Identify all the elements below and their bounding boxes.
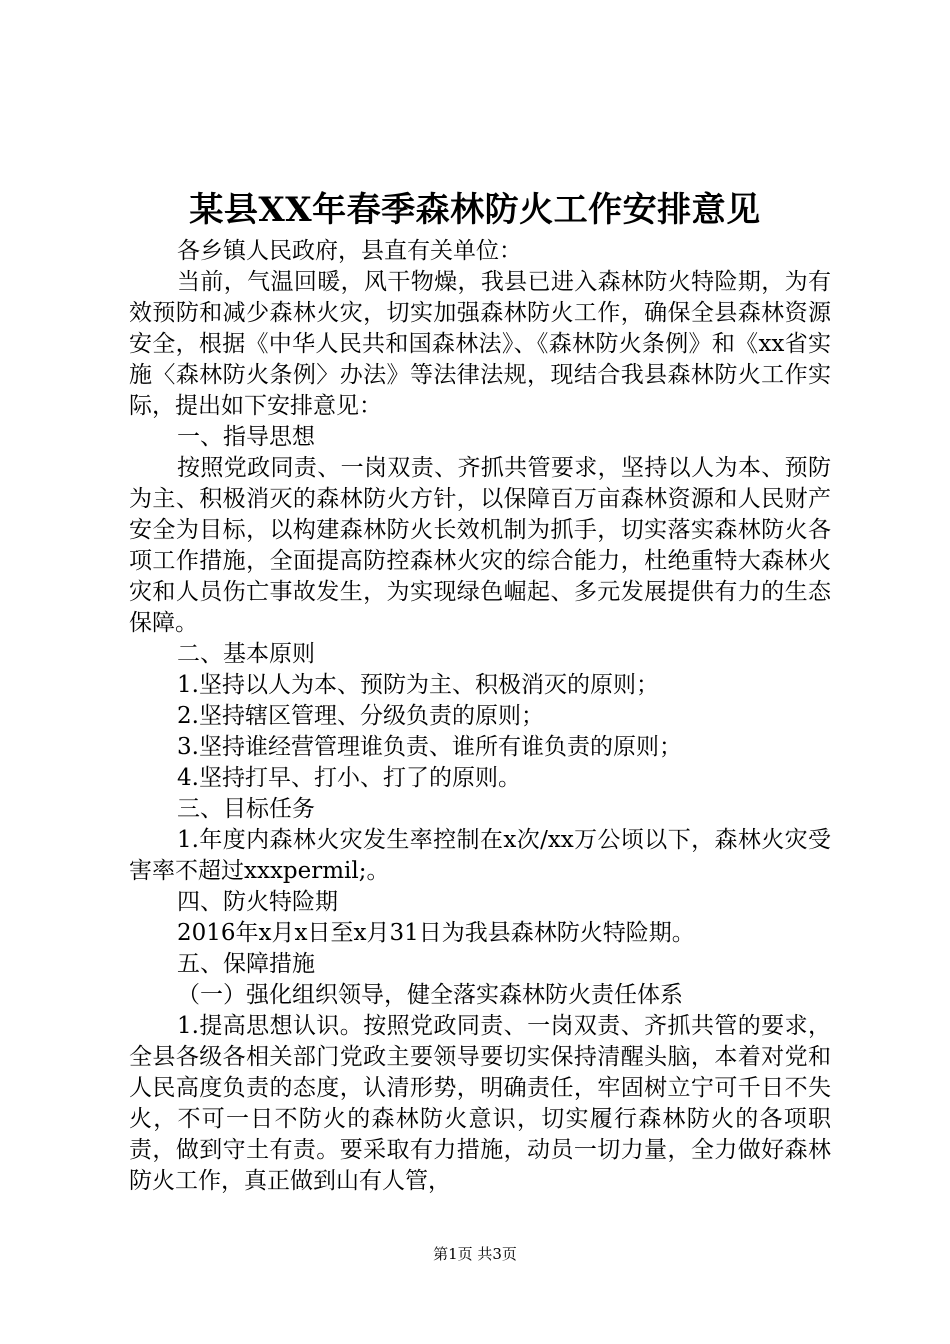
section-heading-1: 一、指导思想 — [177, 424, 315, 450]
subsection-heading-1: （一）强化组织领导，健全落实森林防火责任体系 — [177, 982, 683, 1008]
principle-item-1: 1.坚持以人为本、预防为主、积极消灭的原则； — [177, 672, 659, 698]
target-item-1: 1.年度内森林火灾发生率控制在x次/xx万公顷以下，森林火灾受害率不超过xxxpermil;。 — [129, 827, 831, 884]
measure-item-1: 1.提高思想认识。按照党政同责、一岗双责、齐抓共管的要求，全县各级各相关部门党政主要领导要切实保持清醒头脑，本着对党和人民高度负责的态度，认清形势，明确责任，牢固树立宁可千日不失火，不可一日不防火的森林防火意识，切实履行森林防火的各项职责，做到守土有责。要采取有力措施，动员一切力量，全力做好森林防火工作，真正做到山有人管， — [129, 1013, 831, 1194]
section-heading-5: 五、保障措施 — [177, 951, 315, 977]
section-heading-2: 二、基本原则 — [177, 641, 315, 667]
intro-paragraph: 当前，气温回暖，风干物燥，我县已进入森林防火特险期，为有效预防和减少森林火灾，切实加强森林防火工作，确保全县森林资源安全，根据《中华人民共和国森林法》、《森林防火条例》和《xx省实施〈森林防火条例〉办法》等法律法规，现结合我县森林防火工作实际，提出如下安排意见： — [129, 269, 831, 419]
principle-item-3: 3.坚持谁经营管理谁负责、谁所有谁负责的原则； — [177, 734, 682, 760]
principle-item-4: 4.坚持打早、打小、打了的原则。 — [177, 765, 521, 791]
salutation: 各乡镇人民政府，县直有关单位： — [177, 238, 522, 264]
section-heading-3: 三、目标任务 — [177, 796, 315, 822]
fire-period-paragraph: 2016年x月x日至x月31日为我县森林防火特险期。 — [177, 920, 695, 946]
section-heading-4: 四、防火特险期 — [177, 889, 338, 915]
page-footer: 第1页 共3页 — [433, 1245, 517, 1263]
document-body — [129, 236, 831, 1197]
guiding-principle-paragraph: 按照党政同责、一岗双责、齐抓共管要求，坚持以人为本、预防为主、积极消灭的森林防火方针，以保障百万亩森林资源和人民财产安全为目标，以构建森林防火长效机制为抓手，切实落实森林防火各项工作措施，全面提高防控森林火灾的综合能力，杜绝重特大森林火灾和人员伤亡事故发生，为实现绿色崛起、多元发展提供有力的生态保障。 — [129, 455, 831, 636]
document-title: 某县XX年春季森林防火工作安排意见 — [189, 190, 761, 230]
principle-item-2: 2.坚持辖区管理、分级负责的原则； — [177, 703, 544, 729]
